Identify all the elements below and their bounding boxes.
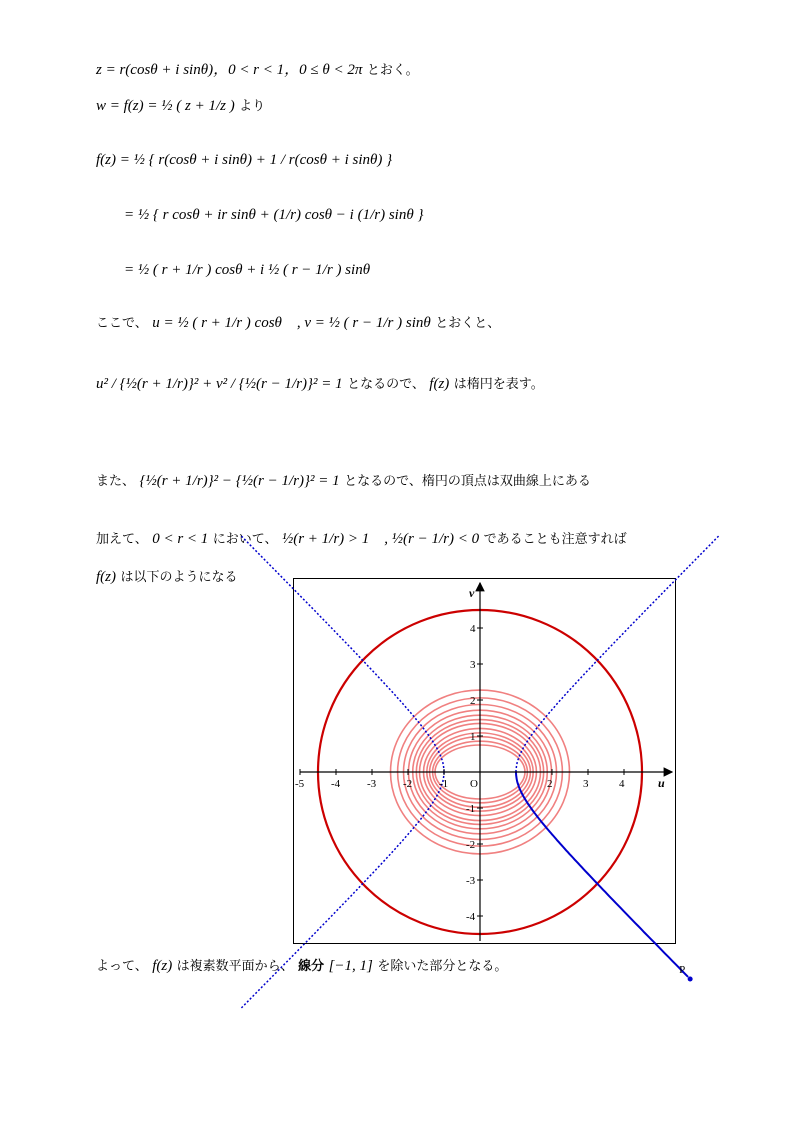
x-tick-label: -5 xyxy=(295,778,305,790)
x-tick-label: -4 xyxy=(331,778,341,790)
axes xyxy=(300,583,672,941)
text-ika: は以下のようになる xyxy=(120,570,238,585)
y-tick-label: 3 xyxy=(470,659,476,671)
eq-fz-line2: = ½ { r cosθ + ir sinθ + (1/r) cosθ − i (1/r) sinθ } xyxy=(124,207,424,223)
eq-fz-expand-1 xyxy=(96,150,392,170)
origin-label: O xyxy=(470,778,478,790)
x-tick-label: -2 xyxy=(403,778,413,790)
eq-fz-expand-3 xyxy=(124,260,370,280)
text-chuui: であることも注意すれば xyxy=(483,532,627,547)
eq-vertex-identity: {½(r + 1/r)}² − {½(r − 1/r)}² = 1 xyxy=(139,473,340,489)
text-nioite: において、 xyxy=(212,532,278,547)
text-soukyokusen: となるので、楕円の頂点は双曲線上にある xyxy=(344,474,591,489)
point-p-marker xyxy=(688,977,693,982)
eq-fz-inline-2: f(z) xyxy=(96,569,116,585)
eq-definition-w xyxy=(96,96,265,117)
text-fz-follows xyxy=(96,567,237,588)
eq-ellipse xyxy=(96,374,544,395)
u-axis-label: u xyxy=(658,776,665,790)
text-nozoita: を除いた部分となる。 xyxy=(377,959,508,974)
hyperbola-upper-right xyxy=(516,536,719,772)
text-fukusosu: は複素数平面から、 xyxy=(176,959,294,974)
text-yori: より xyxy=(239,99,266,114)
text-kokode: ここで、 xyxy=(96,316,148,331)
eq-definition-z xyxy=(96,60,419,81)
eq-ellipse-formula: u² / {½(r + 1/r)}² + v² / {½(r − 1/r)}² = 1 xyxy=(96,376,343,392)
eq-w-fz: w = f(z) = ½ ( z + 1/z ) xyxy=(96,98,235,114)
eq-hyperbola-vertex xyxy=(96,471,591,492)
eq-uv-definition xyxy=(96,313,500,334)
eq-ineq-pair: ½(r + 1/r) > 1 , ½(r − 1/r) < 0 xyxy=(281,531,480,547)
text-tookuto: とおくと、 xyxy=(435,316,501,331)
x-tick-label: -1 xyxy=(439,778,449,790)
text-senbun: 線分 xyxy=(298,959,325,974)
y-tick-label: 1 xyxy=(470,731,476,743)
y-tick-label: 2 xyxy=(470,695,476,707)
x-tick-label: -3 xyxy=(367,778,377,790)
y-tick-label: -1 xyxy=(466,803,476,815)
eq-inequalities xyxy=(96,529,627,550)
eq-segment: [−1, 1] xyxy=(328,958,373,974)
text-toku: とおく。 xyxy=(366,63,419,78)
conclusion xyxy=(96,956,507,977)
x-tick-label: 3 xyxy=(583,778,589,790)
text-daen: は楕円を表す。 xyxy=(453,377,544,392)
text-mata: また、 xyxy=(96,474,136,489)
eq-fz-inline: f(z) xyxy=(429,376,450,392)
text-narunode: となるので、 xyxy=(347,377,425,392)
v-axis-label: v xyxy=(469,586,475,600)
hyperbola-upper-left xyxy=(241,536,444,772)
eq-fz-line1: f(z) = ½ { r(cosθ + i sinθ) + 1 / r(cosθ + i sinθ) } xyxy=(96,152,393,168)
text-yotte: よって、 xyxy=(96,959,148,974)
eq-z-polar: z = r(cosθ + i sinθ)，0 < r < 1，0 ≤ θ < 2π xyxy=(96,62,363,78)
x-tick-label: 4 xyxy=(619,778,625,790)
text-kuwaete: 加えて、 xyxy=(96,532,148,547)
eq-fz-expand-2 xyxy=(124,205,423,225)
eq-fz-line3: = ½ ( r + 1/r ) cosθ + i ½ ( r − 1/r ) sinθ xyxy=(124,262,371,278)
y-tick-label: -4 xyxy=(466,911,476,923)
y-tick-label: -3 xyxy=(466,875,476,887)
tick-labels xyxy=(295,623,625,923)
eq-uv: u = ½ ( r + 1/r ) cosθ , v = ½ ( r − 1/r ) sinθ xyxy=(152,315,431,331)
eq-r-range: 0 < r < 1 xyxy=(152,531,209,547)
x-tick-label: 2 xyxy=(547,778,553,790)
y-tick-label: -2 xyxy=(466,839,476,851)
eq-fz-inline-3: f(z) xyxy=(152,958,173,974)
y-tick-label: 4 xyxy=(470,623,476,635)
point-p-label: P xyxy=(679,964,686,977)
